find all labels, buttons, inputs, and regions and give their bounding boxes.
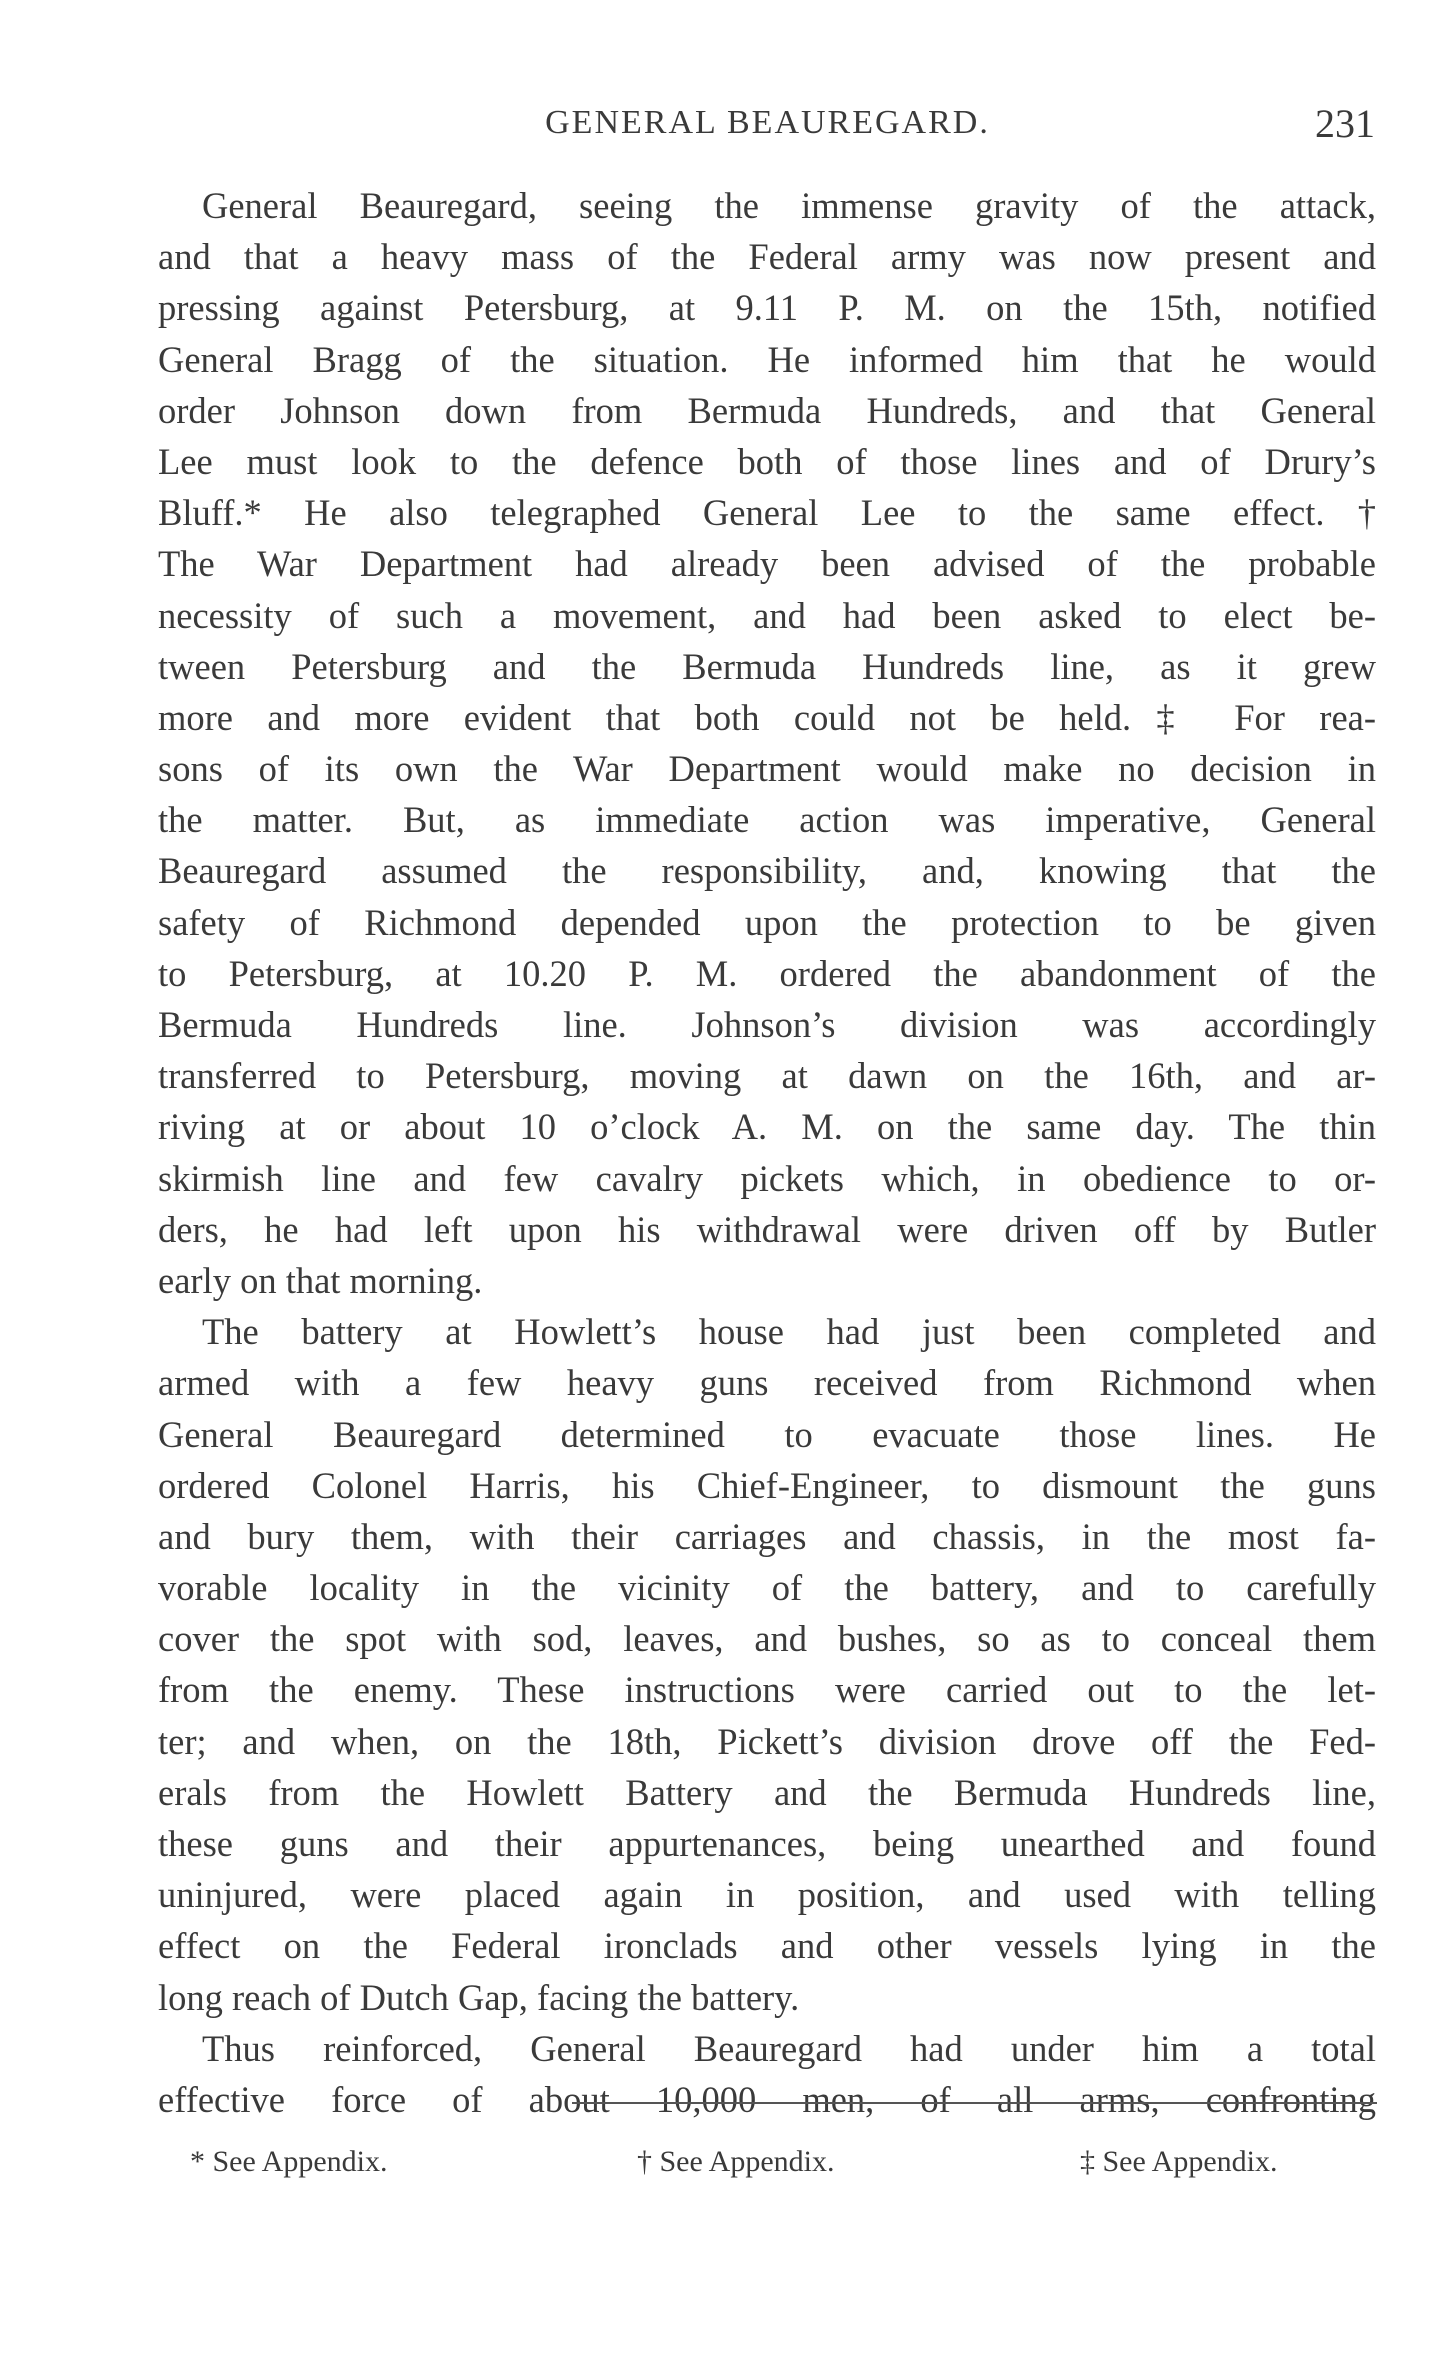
running-head — [160, 100, 1375, 160]
text-line: sons of its own the War Department would make no decision in — [158, 748, 1376, 790]
running-title: GENERAL BEAUREGARD. — [545, 104, 990, 141]
text-line: Thus reinforced, General Beauregard had under him a total — [202, 2027, 1376, 2069]
text-line: Bermuda Hundreds line. Johnson’s division was accordingly — [158, 1004, 1376, 1045]
text-line: General Beauregard determined to evacuate those lines. He — [158, 1413, 1376, 1455]
footnote: † See Appendix. — [637, 2145, 835, 2178]
footnotes — [150, 2145, 1390, 2195]
body-text — [158, 180, 1376, 2125]
footnote-rule — [572, 2102, 1377, 2104]
text-line: ders, he had left upon his withdrawal were driven off by Butler — [158, 1208, 1376, 1250]
text-line: early on that morning. — [158, 1259, 483, 1301]
footnote: * See Appendix. — [190, 2145, 388, 2178]
text-line: General Bragg of the situation. He informed him that he would — [158, 338, 1376, 380]
text-line: General Beauregard, seeing the immense gravity of the attack, — [202, 185, 1376, 226]
text-line: safety of Richmond depended upon the protection to be given — [158, 901, 1376, 943]
text-line: and that a heavy mass of the Federal army was now present and — [158, 236, 1376, 278]
text-line: necessity of such a movement, and had been asked to elect be- — [158, 594, 1376, 636]
text-line: the matter. But, as immediate action was imperative, General — [158, 799, 1376, 841]
text-line: uninjured, were placed again in position, and used with telling — [158, 1874, 1376, 1916]
text-line: effect on the Federal ironclads and other vessels lying in the — [158, 1925, 1376, 1967]
text-line: from the enemy. These instructions were carried out to the let- — [158, 1669, 1376, 1711]
text-line: skirmish line and few cavalry pickets which, in obedience to or- — [158, 1157, 1376, 1199]
text-line: Beauregard assumed the responsibility, and, knowing that the — [158, 850, 1376, 892]
text-line: The battery at Howlett’s house had just been completed and — [202, 1311, 1376, 1353]
text-line: Lee must look to the defence both of those lines and of Drury’s — [158, 440, 1376, 482]
text-line: order Johnson down from Bermuda Hundreds, and that General — [158, 389, 1376, 431]
text-line: tween Petersburg and the Bermuda Hundreds line, as it grew — [158, 645, 1376, 687]
text-line: more and more evident that both could not be held.‡ For rea- — [158, 696, 1376, 738]
text-line: cover the spot with sod, leaves, and bushes, so as to conceal them — [158, 1618, 1376, 1660]
text-line: ordered Colonel Harris, his Chief-Engineer, to dismount the guns — [158, 1464, 1376, 1506]
text-line: erals from the Howlett Battery and the Bermuda Hundreds line, — [158, 1771, 1376, 1813]
text-line: ter; and when, on the 18th, Pickett’s division drove off the Fed- — [158, 1720, 1376, 1762]
page-number: 231 — [1315, 101, 1375, 146]
text-line: these guns and their appurtenances, being unearthed and found — [158, 1823, 1376, 1864]
text-line: effective force of about 10,000 men, of all arms, confronting — [158, 2078, 1376, 2120]
text-line: vorable locality in the vicinity of the battery, and to carefully — [158, 1567, 1376, 1609]
text-line: to Petersburg, at 10.20 P. M. ordered the abandonment of the — [158, 952, 1376, 994]
text-line: and bury them, with their carriages and chassis, in the most fa- — [158, 1515, 1376, 1557]
text-line: The War Department had already been advised of the probable — [158, 543, 1376, 585]
text-line: riving at or about 10 o’clock A. M. on the same day. The thin — [158, 1106, 1376, 1148]
text-line: transferred to Petersburg, moving at dawn on the 16th, and ar- — [158, 1055, 1376, 1097]
text-line: pressing against Petersburg, at 9.11 P. M. on the 15th, notified — [158, 287, 1376, 329]
text-line: long reach of Dutch Gap, facing the battery. — [158, 1976, 800, 2018]
footnote: ‡ See Appendix. — [1080, 2145, 1278, 2178]
text-line: Bluff.* He also telegraphed General Lee to the same effect.† — [158, 492, 1376, 534]
text-line: armed with a few heavy guns received from Richmond when — [158, 1362, 1376, 1404]
